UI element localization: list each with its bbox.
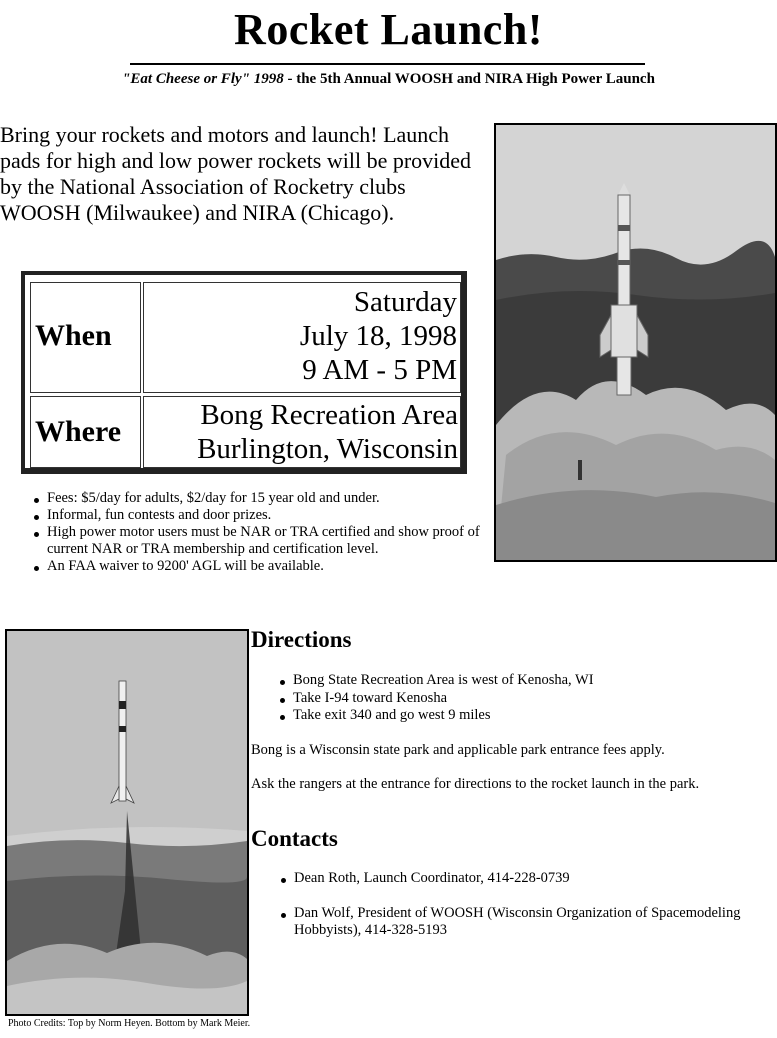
list-item: Fees: $5/day for adults, $2/day for 15 year old and under. xyxy=(47,490,497,507)
rocket-launch-photo-top xyxy=(494,123,777,562)
where-label: Where xyxy=(35,415,122,448)
rocket-launch-image xyxy=(496,125,775,560)
when-values xyxy=(300,285,457,387)
where-city: Burlington, Wisconsin xyxy=(197,433,458,465)
when-day: Saturday xyxy=(353,286,457,318)
list-item: Bong State Recreation Area is west of Kenosha, WI xyxy=(293,672,594,688)
subtitle xyxy=(0,71,777,88)
park-fees-note: Bong is a Wisconsin state park and applicable park entrance fees apply. xyxy=(251,742,665,758)
intro-paragraph: Bring your rockets and motors and launch! Launch pads for high and low power rockets will be provided by the National Association of Rocketry clubs WOOSH (Milwaukee) and NIRA (Chicago). xyxy=(0,122,472,225)
list-item: An FAA waiver to 9200' AGL will be available. xyxy=(47,558,497,575)
page-title: Rocket Launch! xyxy=(234,5,543,54)
when-time: 9 AM - 5 PM xyxy=(302,354,457,386)
when-where-box xyxy=(21,271,467,474)
rangers-note: Ask the rangers at the entrance for directions to the rocket launch in the park. xyxy=(251,776,700,792)
where-value-cell xyxy=(143,396,461,468)
list-item: High power motor users must be NAR or TRA certified and show proof of current NAR or TRA membership and certification level. xyxy=(47,524,497,558)
where-place: Bong Recreation Area xyxy=(200,399,458,431)
event-name: "Eat Cheese or Fly" 1998 xyxy=(122,71,284,87)
where-label-cell xyxy=(30,396,141,468)
list-item: Take exit 340 and go west 9 miles xyxy=(293,707,594,725)
subtitle-rest: - the 5th Annual WOOSH and NIRA High Power Launch xyxy=(283,71,655,87)
list-item: Informal, fun contests and door prizes. xyxy=(47,507,497,524)
contacts-list xyxy=(277,870,774,940)
when-label-cell xyxy=(30,282,141,393)
directions-heading: Directions xyxy=(251,627,352,652)
rocket-liftoff-image xyxy=(7,631,247,1014)
where-values xyxy=(197,398,458,466)
contacts-heading: Contacts xyxy=(251,826,338,851)
list-item: Dan Wolf, President of WOOSH (Wisconsin Organization of Spacemodeling Hobbyists), 414-328-5193 xyxy=(294,905,774,940)
title-divider xyxy=(130,63,645,65)
event-details-list xyxy=(28,490,497,575)
when-date: July 18, 1998 xyxy=(299,320,457,352)
list-item: Dean Roth, Launch Coordinator, 414-228-0739 xyxy=(294,870,774,888)
photo-credits: Photo Credits: Top by Norm Heyen. Bottom by Mark Meier. xyxy=(8,1018,251,1029)
list-item: Take I-94 toward Kenosha xyxy=(293,690,594,708)
rocket-launch-photo-bottom xyxy=(5,629,249,1016)
when-label: When xyxy=(35,319,112,352)
directions-list xyxy=(276,672,594,725)
when-value-cell xyxy=(143,282,461,393)
